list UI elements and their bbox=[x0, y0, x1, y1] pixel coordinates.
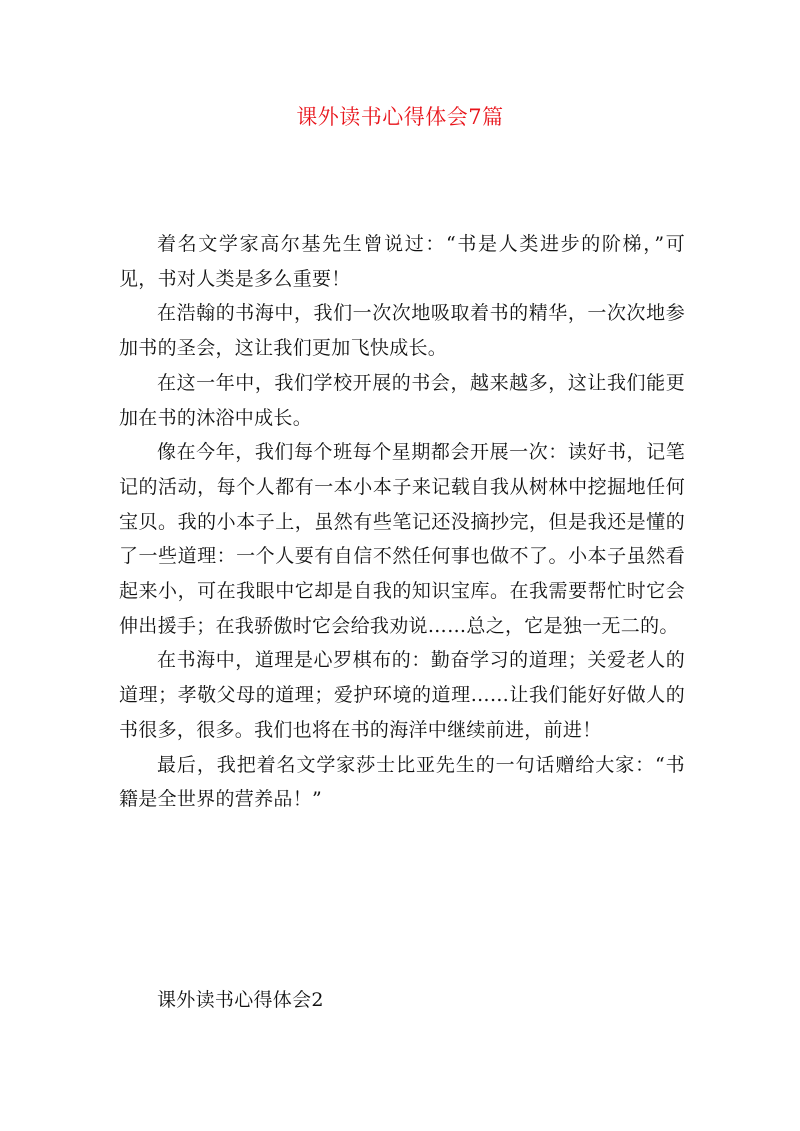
paragraph-2: 在浩翰的书海中，我们一次次地吸取着书的精华，一次次地参加书的圣会，这让我们更加飞快成长。 bbox=[119, 302, 685, 360]
section-2-heading: 课外读书心得体会2 bbox=[157, 989, 324, 1011]
paragraph-1: 着名文学家高尔基先生曾说过：“书是人类进步的阶梯，”可见，书对人类是多么重要！ bbox=[119, 233, 685, 290]
document-title: 课外读书心得体会7篇 bbox=[296, 105, 504, 129]
document-body bbox=[119, 227, 685, 817]
paragraph-4: 像在今年，我们每个班每个星期都会开展一次：读好书，记笔记的活动，每个人都有一本小本子来记载自我从树林中挖掘地任何宝贝。我的小本子上，虽然有些笔记还没摘抄完，但是我还是懂的了一些道理：一个人要有自信不然任何事也做不了。小本子虽然看起来小，可在我眼中它却是自我的知识宝库。在我需要帮忙时它会伸出援手；在我骄傲时它会给我劝说……总之，它是独一无二的。 bbox=[119, 441, 685, 637]
paragraph-5: 在书海中，道理是心罗棋布的：勤奋学习的道理；关爱老人的道理；孝敬父母的道理；爱护环境的道理……让我们能好好做人的书很多，很多。我们也将在书的海洋中继续前进，前进！ bbox=[119, 649, 685, 741]
paragraph-3: 在这一年中，我们学校开展的书会，越来越多，这让我们能更加在书的沐浴中成长。 bbox=[119, 371, 685, 429]
paragraph-6: 最后，我把着名文学家莎士比亚先生的一句话赠给大家：“书籍是全世界的营养品！” bbox=[119, 753, 685, 811]
